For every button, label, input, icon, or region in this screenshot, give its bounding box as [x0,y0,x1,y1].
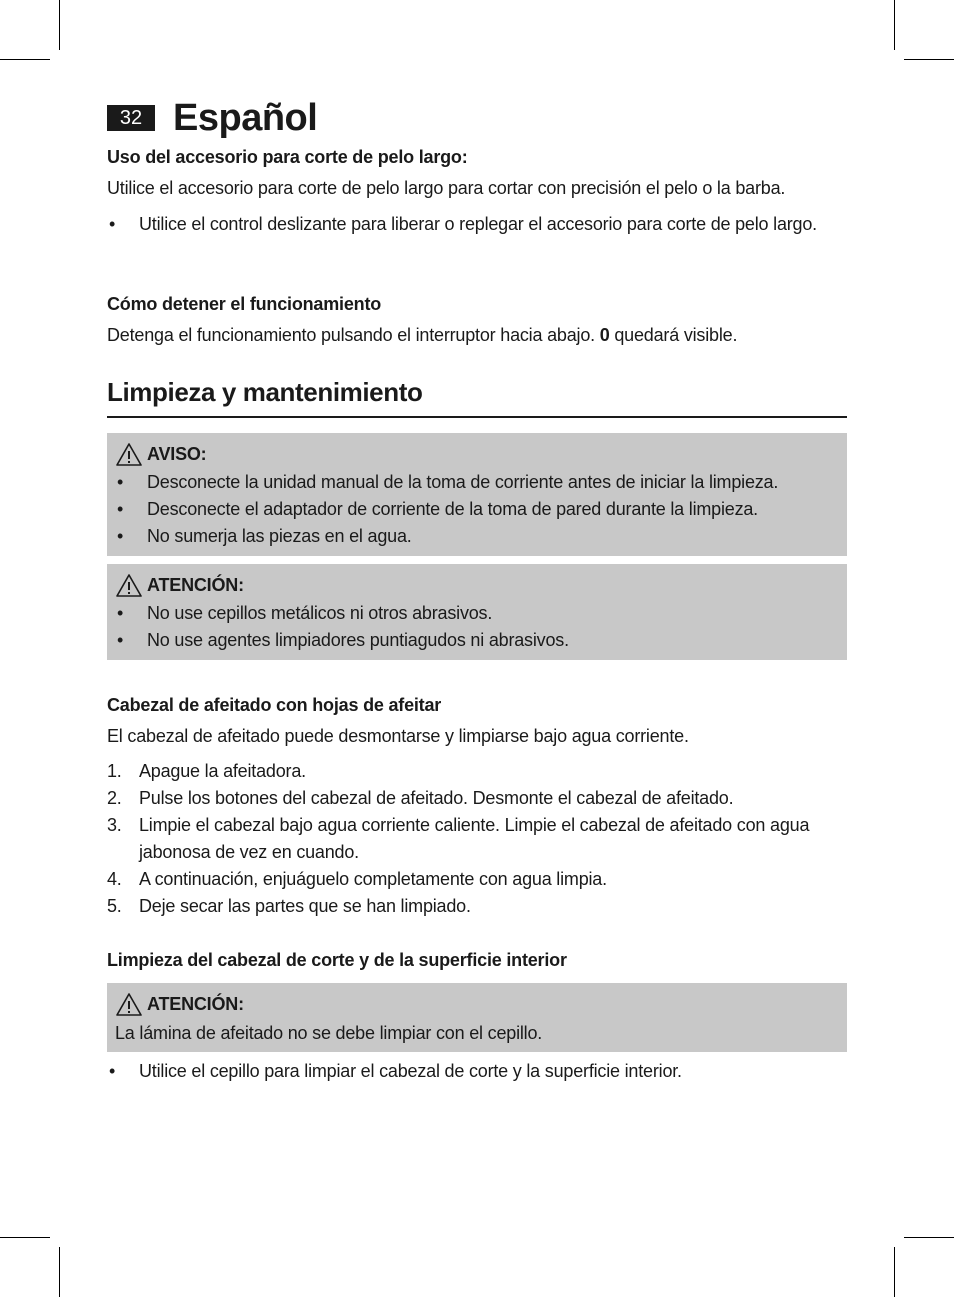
caution-box-title: ATENCIÓN: [115,992,244,1017]
long-hair-attachment-heading: Uso del accesorio para corte de pelo largo: [107,147,468,167]
warning-triangle-icon [115,992,143,1017]
warning-box [107,433,847,556]
cutter-head-heading: Limpieza del cabezal de corte y de la superficie interior [107,950,567,970]
crop-mark [0,1237,50,1238]
list-item: 4. A continuación, enjuáguelo completamente con agua limpia. [107,869,607,889]
crop-mark [894,0,895,50]
list-item: • Utilice el cepillo para limpiar el cabezal de corte y la superficie interior. [109,1061,682,1081]
crop-mark [894,1247,895,1297]
page-language-title: Español [173,96,318,139]
warning-triangle-icon [115,573,143,598]
caution-box-text: La lámina de afeitado no se debe limpiar con el cepillo. [115,1023,543,1043]
list-item: • No use agentes limpiadores puntiagudos ni abrasivos. [117,630,569,650]
list-item [107,211,847,238]
shaver-head-intro: El cabezal de afeitado puede desmontarse y limpiarse bajo agua corriente. [107,726,689,746]
caution-box-title: ATENCIÓN: [115,573,244,598]
bullet-glyph: • [109,214,116,234]
warning-triangle-icon [115,442,143,467]
crop-mark [904,59,954,60]
list-item: 3. Limpie el cabezal bajo agua corriente caliente. Limpie el cabezal de afeitado con agua jabonosa de vez en cuando. [107,815,810,862]
list-item: • No sumerja las piezas en el agua. [117,526,412,546]
page-header [107,95,317,141]
list-item: 5. Deje secar las partes que se han limpiado. [107,896,471,916]
crop-mark [0,59,50,60]
cleaning-section-title: Limpieza y mantenimiento [107,377,847,418]
crop-mark [59,0,60,50]
shaver-head-heading: Cabezal de afeitado con hojas de afeitar [107,695,442,715]
crop-mark [59,1247,60,1297]
crop-mark [904,1237,954,1238]
stop-operation-text: Detenga el funcionamiento pulsando el interruptor hacia abajo. 0 quedará visible. [107,325,738,345]
list-item-text: Utilice el control deslizante para liberar o replegar el accesorio para corte de pelo largo. [139,214,817,234]
stop-operation-heading: Cómo detener el funcionamiento [107,294,382,314]
caution-box [107,564,847,660]
list-item: • Desconecte el adaptador de corriente de la toma de pared durante la limpieza. [117,499,758,519]
long-hair-attachment-intro: Utilice el accesorio para corte de pelo largo para cortar con precisión el pelo o la barba. [107,178,786,198]
caution-box [107,983,847,1052]
list-item: 2. Pulse los botones del cabezal de afeitado. Desmonte el cabezal de afeitado. [107,788,734,808]
list-item: • Desconecte la unidad manual de la toma de corriente antes de iniciar la limpieza. [117,472,779,492]
list-item: 1. Apague la afeitadora. [107,761,306,781]
page-number: 32 [107,105,155,131]
list-item: • No use cepillos metálicos ni otros abrasivos. [117,603,493,623]
warning-box-title: AVISO: [115,442,206,467]
